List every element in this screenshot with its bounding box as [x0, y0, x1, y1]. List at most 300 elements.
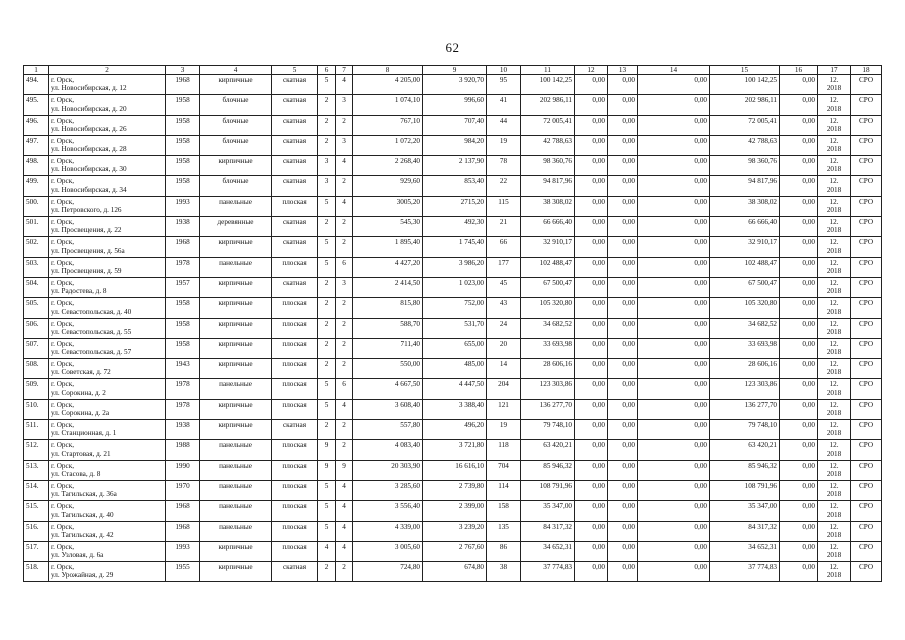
cell-entrances: 3: [336, 95, 353, 115]
cell-cost-col-12: 0,00: [575, 135, 608, 155]
table-row: [24, 176, 882, 196]
cell-address: [49, 237, 166, 257]
address-city: г. Орск,: [51, 441, 74, 450]
cell-cost-col-14: 0,00: [638, 541, 710, 561]
cell-total-area: 4 083,40: [353, 440, 423, 460]
cell-cost-col-16: 0,00: [780, 379, 818, 399]
cell-residents: 177: [487, 257, 521, 277]
period-month: 12.: [829, 96, 839, 105]
cell-total-cost: 72 005,41: [521, 115, 575, 135]
cell-total-area: 4 205,00: [353, 75, 423, 95]
cell-wall-material: кирпичные: [200, 237, 272, 257]
cell-address: [49, 399, 166, 419]
cell-living-area: 3 986,20: [423, 257, 487, 277]
cell-floors: 2: [318, 338, 336, 358]
cell-completion-period: [818, 257, 851, 277]
address-city: г. Орск,: [51, 116, 74, 125]
cell-completion-period: [818, 460, 851, 480]
cell-address: [49, 521, 166, 541]
cell-entrances: 2: [336, 318, 353, 338]
cell-address: [49, 75, 166, 95]
cell-funding-method: СРО: [851, 75, 882, 95]
column-number-11: 11: [521, 66, 575, 75]
cell-row-number: 496.: [24, 115, 49, 135]
cell-total-area: 1 072,20: [353, 135, 423, 155]
address-city: г. Орск,: [51, 157, 74, 166]
cell-entrances: 4: [336, 399, 353, 419]
cell-cost-col-15: 66 666,40: [710, 217, 780, 237]
cell-floors: 5: [318, 379, 336, 399]
cell-cost-col-13: 0,00: [608, 338, 638, 358]
cell-address: [49, 217, 166, 237]
cell-living-area: 707,40: [423, 115, 487, 135]
cell-row-number: 510.: [24, 399, 49, 419]
column-number-5: 5: [272, 66, 318, 75]
cell-residents: 44: [487, 115, 521, 135]
period-month: 12.: [829, 481, 839, 490]
period-month: 12.: [829, 542, 839, 551]
address-city: г. Орск,: [51, 339, 74, 348]
address-city: г. Орск,: [51, 522, 74, 531]
cell-wall-material: блочные: [200, 176, 272, 196]
address-street: ул. Стартовая, д. 21: [51, 449, 111, 458]
cell-cost-col-13: 0,00: [608, 75, 638, 95]
cell-completion-period: [818, 359, 851, 379]
address-city: г. Орск,: [51, 461, 74, 470]
cell-entrances: 4: [336, 501, 353, 521]
cell-cost-col-16: 0,00: [780, 440, 818, 460]
cell-cost-col-14: 0,00: [638, 75, 710, 95]
cell-funding-method: СРО: [851, 562, 882, 582]
cell-cost-col-13: 0,00: [608, 298, 638, 318]
cell-year-built: 1990: [166, 460, 200, 480]
cell-living-area: 996,60: [423, 95, 487, 115]
cell-cost-col-13: 0,00: [608, 95, 638, 115]
cell-cost-col-12: 0,00: [575, 156, 608, 176]
cell-living-area: 674,80: [423, 562, 487, 582]
address-city: г. Орск,: [51, 177, 74, 186]
table-row: [24, 156, 882, 176]
cell-residents: 21: [487, 217, 521, 237]
cell-completion-period: [818, 318, 851, 338]
address-street: ул. Новосибирская, д. 34: [51, 185, 127, 194]
address-city: г. Орск,: [51, 360, 74, 369]
period-month: 12.: [829, 177, 839, 186]
cell-cost-col-13: 0,00: [608, 440, 638, 460]
cell-row-number: 516.: [24, 521, 49, 541]
cell-address: [49, 480, 166, 500]
cell-row-number: 501.: [24, 217, 49, 237]
address-street: ул. Сорокина, д. 2а: [51, 409, 110, 418]
cell-total-cost: 32 910,17: [521, 237, 575, 257]
cell-total-area: 724,80: [353, 562, 423, 582]
cell-cost-col-13: 0,00: [608, 562, 638, 582]
cell-year-built: 1968: [166, 75, 200, 95]
cell-residents: 66: [487, 237, 521, 257]
cell-completion-period: [818, 156, 851, 176]
cell-total-area: 557,80: [353, 420, 423, 440]
cell-funding-method: СРО: [851, 237, 882, 257]
cell-cost-col-14: 0,00: [638, 440, 710, 460]
cell-total-area: 767,10: [353, 115, 423, 135]
cell-funding-method: СРО: [851, 156, 882, 176]
cell-row-number: 504.: [24, 277, 49, 297]
cell-cost-col-12: 0,00: [575, 338, 608, 358]
cell-roof-type: плоская: [272, 480, 318, 500]
cell-cost-col-14: 0,00: [638, 399, 710, 419]
address-city: г. Орск,: [51, 258, 74, 267]
cell-cost-col-12: 0,00: [575, 359, 608, 379]
cell-wall-material: кирпичные: [200, 298, 272, 318]
cell-total-cost: 66 666,40: [521, 217, 575, 237]
table-row: [24, 277, 882, 297]
cell-funding-method: СРО: [851, 135, 882, 155]
cell-living-area: 752,00: [423, 298, 487, 318]
cell-year-built: 1968: [166, 521, 200, 541]
cell-living-area: 984,20: [423, 135, 487, 155]
cell-address: [49, 135, 166, 155]
cell-entrances: 4: [336, 156, 353, 176]
cell-residents: 41: [487, 95, 521, 115]
cell-cost-col-16: 0,00: [780, 420, 818, 440]
cell-completion-period: [818, 541, 851, 561]
column-number-10: 10: [487, 66, 521, 75]
cell-row-number: 498.: [24, 156, 49, 176]
cell-wall-material: панельные: [200, 379, 272, 399]
period-month: 12.: [829, 502, 839, 511]
cell-wall-material: блочные: [200, 135, 272, 155]
cell-total-area: 815,80: [353, 298, 423, 318]
cell-roof-type: скатная: [272, 420, 318, 440]
cell-funding-method: СРО: [851, 318, 882, 338]
cell-completion-period: [818, 277, 851, 297]
cell-living-area: 655,00: [423, 338, 487, 358]
cell-wall-material: панельные: [200, 460, 272, 480]
cell-cost-col-15: 63 420,21: [710, 440, 780, 460]
table-row: [24, 440, 882, 460]
cell-cost-col-15: 33 693,98: [710, 338, 780, 358]
period-month: 12.: [829, 360, 839, 369]
cell-residents: 114: [487, 480, 521, 500]
cell-year-built: 1958: [166, 135, 200, 155]
cell-total-cost: 34 652,31: [521, 541, 575, 561]
cell-row-number: 517.: [24, 541, 49, 561]
cell-floors: 5: [318, 237, 336, 257]
cell-total-cost: 34 682,52: [521, 318, 575, 338]
cell-roof-type: скатная: [272, 95, 318, 115]
table-row: [24, 257, 882, 277]
cell-cost-col-15: 79 748,10: [710, 420, 780, 440]
table-row: [24, 460, 882, 480]
cell-living-area: 2 739,80: [423, 480, 487, 500]
cell-total-area: 3 285,60: [353, 480, 423, 500]
cell-living-area: 3 388,40: [423, 399, 487, 419]
column-number-18: 18: [851, 66, 882, 75]
cell-cost-col-15: 94 817,96: [710, 176, 780, 196]
cell-cost-col-13: 0,00: [608, 257, 638, 277]
period-year: 2018: [826, 571, 842, 580]
column-number-6: 6: [318, 66, 336, 75]
cell-cost-col-13: 0,00: [608, 318, 638, 338]
address-city: г. Орск,: [51, 542, 74, 551]
period-year: 2018: [826, 165, 842, 174]
table-row: [24, 521, 882, 541]
address-street: ул. Просвещения, д. 56а: [51, 246, 125, 255]
period-month: 12.: [829, 339, 839, 348]
cell-wall-material: панельные: [200, 480, 272, 500]
cell-cost-col-16: 0,00: [780, 257, 818, 277]
cell-total-area: 2 268,40: [353, 156, 423, 176]
cell-row-number: 515.: [24, 501, 49, 521]
address-city: г. Орск,: [51, 136, 74, 145]
cell-roof-type: плоская: [272, 298, 318, 318]
cell-wall-material: панельные: [200, 521, 272, 541]
period-month: 12.: [829, 136, 839, 145]
cell-cost-col-15: 34 652,31: [710, 541, 780, 561]
cell-roof-type: плоская: [272, 359, 318, 379]
cell-address: [49, 562, 166, 582]
address-street: ул. Станционная, д. 1: [51, 429, 117, 438]
cell-wall-material: кирпичные: [200, 562, 272, 582]
address-street: ул. Севастопольская, д. 40: [51, 307, 132, 316]
cell-cost-col-14: 0,00: [638, 359, 710, 379]
cell-cost-col-16: 0,00: [780, 196, 818, 216]
address-street: ул. Новосибирская, д. 28: [51, 145, 127, 154]
cell-entrances: 6: [336, 379, 353, 399]
cell-row-number: 514.: [24, 480, 49, 500]
table-row: [24, 115, 882, 135]
cell-funding-method: СРО: [851, 359, 882, 379]
cell-year-built: 1958: [166, 156, 200, 176]
cell-cost-col-14: 0,00: [638, 501, 710, 521]
period-year: 2018: [826, 84, 842, 93]
cell-address: [49, 359, 166, 379]
cell-entrances: 6: [336, 257, 353, 277]
cell-cost-col-12: 0,00: [575, 95, 608, 115]
cell-address: [49, 541, 166, 561]
cell-total-area: 3 556,40: [353, 501, 423, 521]
cell-funding-method: СРО: [851, 440, 882, 460]
cell-row-number: 503.: [24, 257, 49, 277]
cell-roof-type: плоская: [272, 338, 318, 358]
cell-floors: 5: [318, 75, 336, 95]
cell-floors: 5: [318, 521, 336, 541]
cell-total-area: 711,40: [353, 338, 423, 358]
cell-living-area: 1 023,00: [423, 277, 487, 297]
cell-cost-col-15: 28 606,16: [710, 359, 780, 379]
cell-cost-col-12: 0,00: [575, 562, 608, 582]
cell-funding-method: СРО: [851, 277, 882, 297]
table-row: [24, 196, 882, 216]
cell-wall-material: панельные: [200, 257, 272, 277]
cell-address: [49, 420, 166, 440]
column-number-1: 1: [24, 66, 49, 75]
address-city: г. Орск,: [51, 481, 74, 490]
cell-year-built: 1970: [166, 480, 200, 500]
cell-cost-col-13: 0,00: [608, 379, 638, 399]
address-street: ул. Новосибирская, д. 26: [51, 124, 127, 133]
table-row: [24, 562, 882, 582]
cell-cost-col-14: 0,00: [638, 277, 710, 297]
cell-address: [49, 277, 166, 297]
cell-cost-col-12: 0,00: [575, 217, 608, 237]
cell-year-built: 1958: [166, 115, 200, 135]
table-row: [24, 217, 882, 237]
cell-entrances: 3: [336, 277, 353, 297]
period-month: 12.: [829, 563, 839, 572]
cell-cost-col-16: 0,00: [780, 95, 818, 115]
cell-cost-col-16: 0,00: [780, 75, 818, 95]
cell-roof-type: скатная: [272, 75, 318, 95]
cell-year-built: 1988: [166, 440, 200, 460]
cell-year-built: 1955: [166, 562, 200, 582]
cell-cost-col-12: 0,00: [575, 541, 608, 561]
cell-wall-material: кирпичные: [200, 338, 272, 358]
cell-funding-method: СРО: [851, 379, 882, 399]
cell-cost-col-15: 32 910,17: [710, 237, 780, 257]
address-city: г. Орск,: [51, 76, 74, 84]
cell-cost-col-12: 0,00: [575, 501, 608, 521]
address-street: ул. Тагильская, д. 40: [51, 510, 114, 519]
period-month: 12.: [829, 218, 839, 227]
cell-total-area: 929,60: [353, 176, 423, 196]
cell-cost-col-13: 0,00: [608, 156, 638, 176]
cell-residents: 45: [487, 277, 521, 297]
cell-completion-period: [818, 379, 851, 399]
cell-roof-type: скатная: [272, 237, 318, 257]
period-year: 2018: [826, 145, 842, 154]
cell-floors: 2: [318, 359, 336, 379]
column-number-row: [24, 66, 882, 75]
address-street: ул. Новосибирская, д. 30: [51, 165, 127, 174]
column-number-3: 3: [166, 66, 200, 75]
cell-address: [49, 95, 166, 115]
cell-cost-col-13: 0,00: [608, 420, 638, 440]
cell-address: [49, 176, 166, 196]
cell-roof-type: плоская: [272, 460, 318, 480]
cell-cost-col-16: 0,00: [780, 277, 818, 297]
table-row: [24, 501, 882, 521]
cell-row-number: 494.: [24, 75, 49, 95]
cell-year-built: 1958: [166, 176, 200, 196]
cell-cost-col-16: 0,00: [780, 237, 818, 257]
cell-cost-col-14: 0,00: [638, 420, 710, 440]
cell-living-area: 3 920,70: [423, 75, 487, 95]
cell-total-cost: 84 317,32: [521, 521, 575, 541]
cell-completion-period: [818, 420, 851, 440]
cell-cost-col-12: 0,00: [575, 257, 608, 277]
cell-entrances: 4: [336, 541, 353, 561]
period-year: 2018: [826, 226, 842, 235]
cell-row-number: 500.: [24, 196, 49, 216]
cell-cost-col-16: 0,00: [780, 460, 818, 480]
cell-floors: 3: [318, 176, 336, 196]
column-number-9: 9: [423, 66, 487, 75]
column-number-12: 12: [575, 66, 608, 75]
cell-row-number: 512.: [24, 440, 49, 460]
cell-funding-method: СРО: [851, 501, 882, 521]
table-row: [24, 420, 882, 440]
cell-funding-method: СРО: [851, 338, 882, 358]
cell-row-number: 499.: [24, 176, 49, 196]
period-year: 2018: [826, 348, 842, 357]
table-row: [24, 95, 882, 115]
period-year: 2018: [826, 206, 842, 215]
period-year: 2018: [826, 530, 842, 539]
cell-cost-col-12: 0,00: [575, 379, 608, 399]
cell-row-number: 505.: [24, 298, 49, 318]
cell-wall-material: кирпичные: [200, 420, 272, 440]
cell-completion-period: [818, 399, 851, 419]
cell-funding-method: СРО: [851, 196, 882, 216]
cell-cost-col-12: 0,00: [575, 277, 608, 297]
table-row: [24, 541, 882, 561]
cell-floors: 2: [318, 420, 336, 440]
cell-roof-type: плоская: [272, 541, 318, 561]
cell-cost-col-13: 0,00: [608, 480, 638, 500]
cell-cost-col-16: 0,00: [780, 501, 818, 521]
period-year: 2018: [826, 368, 842, 377]
cell-floors: 5: [318, 196, 336, 216]
cell-residents: 95: [487, 75, 521, 95]
table-row: [24, 359, 882, 379]
cell-entrances: 9: [336, 460, 353, 480]
period-month: 12.: [829, 400, 839, 409]
address-city: г. Орск,: [51, 238, 74, 247]
cell-cost-col-15: 136 277,70: [710, 399, 780, 419]
cell-cost-col-14: 0,00: [638, 135, 710, 155]
cell-year-built: 1968: [166, 501, 200, 521]
cell-cost-col-16: 0,00: [780, 298, 818, 318]
cell-cost-col-15: 202 986,11: [710, 95, 780, 115]
cell-total-area: 3 608,40: [353, 399, 423, 419]
cell-entrances: 4: [336, 75, 353, 95]
cell-row-number: 511.: [24, 420, 49, 440]
cell-funding-method: СРО: [851, 420, 882, 440]
cell-cost-col-12: 0,00: [575, 237, 608, 257]
cell-cost-col-12: 0,00: [575, 480, 608, 500]
cell-cost-col-16: 0,00: [780, 521, 818, 541]
table-row: [24, 379, 882, 399]
period-month: 12.: [829, 116, 839, 125]
cell-total-cost: 123 303,86: [521, 379, 575, 399]
cell-floors: 5: [318, 399, 336, 419]
cell-residents: 135: [487, 521, 521, 541]
cell-cost-col-13: 0,00: [608, 501, 638, 521]
address-street: ул. Просвещения, д. 22: [51, 226, 122, 235]
period-year: 2018: [826, 409, 842, 418]
cell-wall-material: блочные: [200, 115, 272, 135]
cell-entrances: 2: [336, 298, 353, 318]
cell-entrances: 4: [336, 196, 353, 216]
cell-completion-period: [818, 440, 851, 460]
address-street: ул. Советская, д. 72: [51, 368, 111, 377]
cell-funding-method: СРО: [851, 115, 882, 135]
cell-roof-type: скатная: [272, 562, 318, 582]
page-number: 62: [445, 40, 460, 55]
cell-year-built: 1958: [166, 298, 200, 318]
address-street: ул. Тагильская, д. 36а: [51, 490, 117, 499]
cell-completion-period: [818, 95, 851, 115]
cell-cost-col-14: 0,00: [638, 460, 710, 480]
address-street: ул. Узловая, д. 6а: [51, 551, 104, 560]
cell-cost-col-12: 0,00: [575, 460, 608, 480]
period-month: 12.: [829, 319, 839, 328]
cell-cost-col-15: 72 005,41: [710, 115, 780, 135]
period-year: 2018: [826, 185, 842, 194]
address-city: г. Орск,: [51, 299, 74, 308]
cell-completion-period: [818, 562, 851, 582]
